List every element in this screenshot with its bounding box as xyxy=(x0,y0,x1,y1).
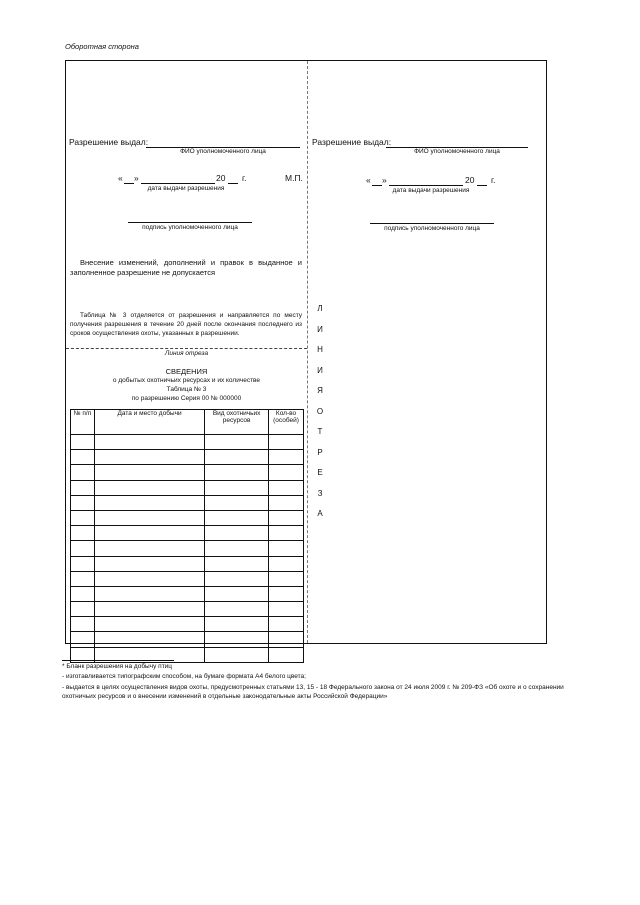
table-row xyxy=(71,571,304,586)
cut-letter: Л xyxy=(317,304,323,313)
table-cell[interactable] xyxy=(94,480,204,495)
table-cell[interactable] xyxy=(205,586,269,601)
right-signature-line xyxy=(370,223,494,224)
table-cell[interactable] xyxy=(205,541,269,556)
date-caption: дата выдачи разрешения xyxy=(147,185,225,192)
table-row xyxy=(71,541,304,556)
table-cell[interactable] xyxy=(71,526,95,541)
date-year-prefix: 20 xyxy=(216,173,226,183)
footnote-2: - изготавливается типографским способом, на бумаге формата А4 белого цвета; xyxy=(62,673,306,680)
table-cell[interactable] xyxy=(71,480,95,495)
harvest-table xyxy=(70,409,304,663)
table-cell[interactable] xyxy=(94,435,204,450)
date-year-suffix: г. xyxy=(242,173,247,183)
table-row xyxy=(71,450,304,465)
table-label: Таблица № 3 xyxy=(166,386,207,393)
table-cell[interactable] xyxy=(205,495,269,510)
section-subtitle: о добытых охотничьих ресурсах и их количестве xyxy=(112,377,261,384)
table3-note: Таблица № 3 отделяется от разрешения и направляется по месту получения разрешения в течение 20 дней после окончания последнего из сроков осуществления охоты, указанных в разрешении. xyxy=(70,312,302,337)
right-signature-caption: подпись уполномоченного лица xyxy=(384,225,480,232)
table-cell[interactable] xyxy=(269,617,304,632)
date-year-line xyxy=(228,183,238,184)
table-cell[interactable] xyxy=(269,571,304,586)
cut-divider xyxy=(307,61,308,643)
table-cell[interactable] xyxy=(269,465,304,480)
table-cell[interactable] xyxy=(94,632,204,647)
cut-letter: Е xyxy=(317,468,323,477)
table-row xyxy=(71,435,304,450)
table-cell[interactable] xyxy=(205,602,269,617)
table-cell[interactable] xyxy=(94,617,204,632)
right-date-year-suffix: г. xyxy=(491,175,496,185)
cut-letter: Я xyxy=(317,386,323,395)
footnote-3: - выдается в целях осуществления видов охоты, предусмотренных статьями 13, 15 - 18 Федерального закона от 24 июля 2009 г. № 209-ФЗ «Об охоте и о сохранении охотничьих ресурсов и о внесении изменений в отдельные законодательные акты Российской Федерации» xyxy=(62,684,564,700)
table-row xyxy=(71,495,304,510)
table-cell[interactable] xyxy=(269,602,304,617)
table-cell[interactable] xyxy=(94,602,204,617)
cut-letter: Р xyxy=(317,447,323,457)
table-cell[interactable] xyxy=(269,526,304,541)
right-date-caption: дата выдачи разрешения xyxy=(392,187,470,194)
table-cell[interactable] xyxy=(71,632,95,647)
col-header-number: № п/п xyxy=(71,410,95,435)
col-header-species: Вид охотничьих ресурсов xyxy=(205,410,269,435)
side-label: Оборотная сторона xyxy=(65,42,139,51)
table-cell[interactable] xyxy=(71,495,95,510)
table-cell[interactable] xyxy=(269,495,304,510)
table-cell[interactable] xyxy=(94,526,204,541)
cut-letter: О xyxy=(316,406,324,416)
table-cell[interactable] xyxy=(94,586,204,601)
table-cell[interactable] xyxy=(269,541,304,556)
stamp-label: М.П. xyxy=(285,173,303,183)
table-cell[interactable] xyxy=(269,586,304,601)
cut-letter: И xyxy=(317,324,323,334)
right-date-day-open: « xyxy=(366,175,371,185)
table-cell[interactable] xyxy=(269,450,304,465)
permit-reference: по разрешению Серия 00 № 000000 xyxy=(131,395,242,402)
table-cell[interactable] xyxy=(205,480,269,495)
table-cell[interactable] xyxy=(94,510,204,525)
cut-line-label: Линия отреза xyxy=(164,350,209,357)
section-title: СВЕДЕНИЯ xyxy=(165,367,208,376)
table-cell[interactable] xyxy=(94,541,204,556)
table-cell[interactable] xyxy=(205,526,269,541)
right-date-year-prefix: 20 xyxy=(465,175,475,185)
table-row xyxy=(71,510,304,525)
cut-letter: Т xyxy=(317,427,323,436)
cut-line xyxy=(66,348,307,349)
table-cell[interactable] xyxy=(71,435,95,450)
table-cell[interactable] xyxy=(71,510,95,525)
right-fio-caption: ФИО уполномоченного лица xyxy=(414,148,500,155)
no-changes-notice: Внесение изменений, дополнений и правок в выданное и заполненное разрешение не допускается xyxy=(70,258,302,277)
issued-by-label: Разрешение выдал: xyxy=(69,137,149,147)
table-cell[interactable] xyxy=(205,571,269,586)
table-cell[interactable] xyxy=(71,586,95,601)
table-row xyxy=(71,586,304,601)
table-cell[interactable] xyxy=(94,556,204,571)
table-cell[interactable] xyxy=(205,435,269,450)
table-cell[interactable] xyxy=(71,541,95,556)
footnote-1: * Бланк разрешения на добычу птиц xyxy=(62,663,173,670)
table-cell[interactable] xyxy=(269,647,304,662)
table-cell[interactable] xyxy=(94,571,204,586)
signature-line xyxy=(128,222,252,223)
table-cell[interactable] xyxy=(94,465,204,480)
table-cell[interactable] xyxy=(94,450,204,465)
table-cell[interactable] xyxy=(71,617,95,632)
table-cell[interactable] xyxy=(205,632,269,647)
table-cell[interactable] xyxy=(71,556,95,571)
col-header-date-place: Дата и место добычи xyxy=(94,410,204,435)
table-cell[interactable] xyxy=(269,435,304,450)
table-cell[interactable] xyxy=(205,556,269,571)
table-row xyxy=(71,480,304,495)
right-date-year-line xyxy=(477,185,487,186)
table-cell[interactable] xyxy=(205,450,269,465)
table-cell[interactable] xyxy=(71,465,95,480)
table-cell[interactable] xyxy=(205,510,269,525)
table-row xyxy=(71,556,304,571)
table-cell[interactable] xyxy=(71,602,95,617)
table-cell[interactable] xyxy=(71,450,95,465)
date-day-close: » xyxy=(134,173,139,183)
date-day-line xyxy=(124,183,134,184)
table-row xyxy=(71,617,304,632)
table-row xyxy=(71,526,304,541)
cut-letter: И xyxy=(317,365,323,375)
fio-caption: ФИО уполномоченного лица xyxy=(180,148,266,155)
footnote-separator xyxy=(62,660,174,661)
right-date-day-line xyxy=(372,185,382,186)
table-cell[interactable] xyxy=(94,495,204,510)
table-cell[interactable] xyxy=(205,647,269,662)
table-cell[interactable] xyxy=(269,510,304,525)
table-cell[interactable] xyxy=(205,617,269,632)
signature-caption: подпись уполномоченного лица xyxy=(142,224,238,231)
table-row xyxy=(71,465,304,480)
right-date-day-close: » xyxy=(382,175,387,185)
date-month-line xyxy=(141,183,215,184)
cut-letter: Н xyxy=(317,345,323,354)
right-issued-by-label: Разрешение выдал: xyxy=(312,137,392,147)
cut-letter: А xyxy=(317,509,323,518)
table-cell[interactable] xyxy=(71,571,95,586)
table-row xyxy=(71,632,304,647)
table-cell[interactable] xyxy=(269,480,304,495)
col-header-quantity: Кол-во (особей) xyxy=(269,410,304,435)
cut-letter: З xyxy=(317,488,323,498)
date-day-open: « xyxy=(118,173,123,183)
table-row xyxy=(71,602,304,617)
table-cell[interactable] xyxy=(205,465,269,480)
table-cell[interactable] xyxy=(269,632,304,647)
table-cell[interactable] xyxy=(269,556,304,571)
right-date-month-line xyxy=(389,185,463,186)
